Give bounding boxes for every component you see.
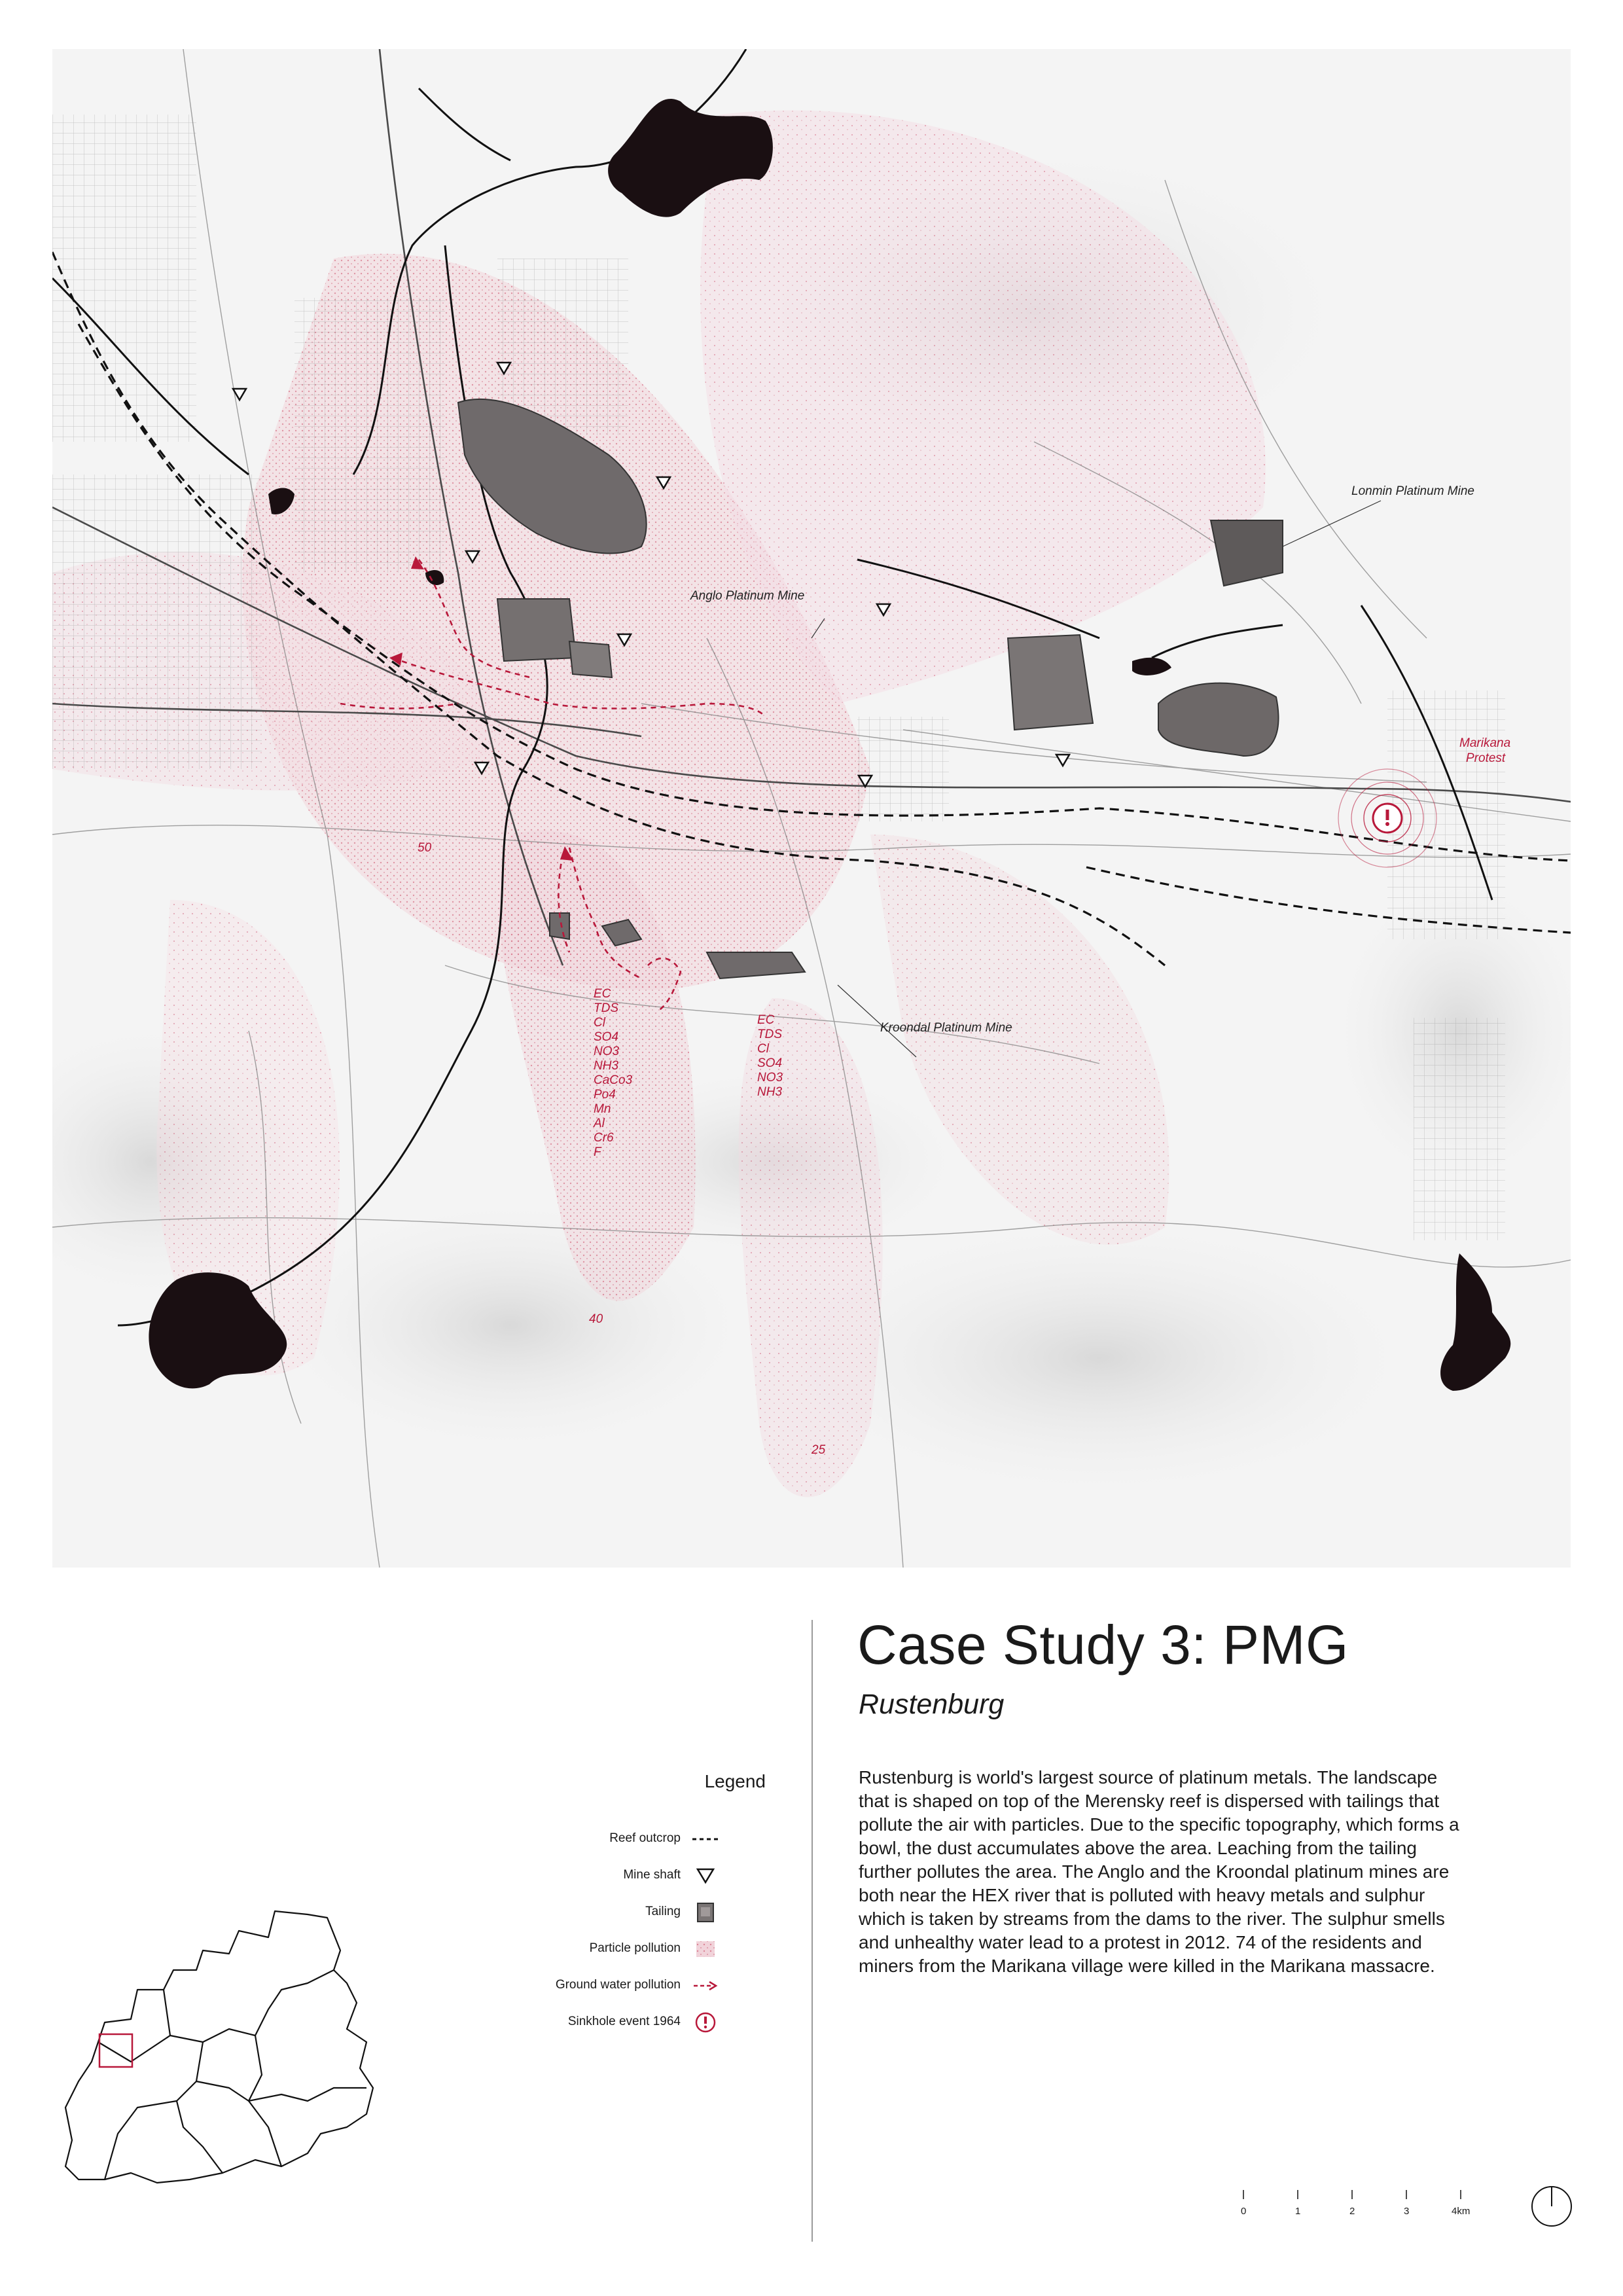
chem-item: CaCo3 <box>594 1073 633 1087</box>
province-outline <box>65 1911 373 2183</box>
scale-label: 2 <box>1349 2206 1355 2217</box>
chem-list-anglo <box>594 987 632 1160</box>
chem-item: Po4 <box>594 1088 616 1102</box>
tailing <box>497 599 576 661</box>
district-boundary <box>196 2081 366 2101</box>
page-subtitle: Rustenburg <box>859 1689 1005 1720</box>
map-drawing <box>52 49 1571 1568</box>
district-boundary <box>105 2101 177 2179</box>
exclamation-circle-icon <box>690 2009 720 2036</box>
legend-label: Ground water pollution <box>555 1978 681 1992</box>
scale-label: 4km <box>1452 2206 1471 2217</box>
legend-item-particle-pollution <box>458 1936 720 1962</box>
chem-item: Cl <box>594 1016 605 1030</box>
page-title: Case Study 3: PMG <box>857 1614 1349 1676</box>
description-text: Rustenburg is world's largest source of platinum metals. The landscape that is shaped on top of the Merensky reef is dispersed with tailings that pollute the air with particles. Due to the specific topography, which forms a bowl, the dust accumulates above the area. Leaching from the tailing further pollutes the area. The Anglo and the Kroondal platinum mines are both near the HEX river that is polluted with heavy metals and sulphur which is taken by streams from the dams to the river. The sulphur smells and unhealthy water lead to a protest in 2012. 74 of the residents and miners from the Marikana village were killed in the Marikana massacre. <box>859 1767 1459 1976</box>
legend-item-mine-shaft <box>458 1863 720 1889</box>
legend-item-tailing <box>458 1899 720 1926</box>
chem-item: SO4 <box>757 1056 783 1070</box>
lonmin-mine-label: Lonmin Platinum Mine <box>1351 484 1474 498</box>
legend-label: Mine shaft <box>623 1868 681 1882</box>
tailing <box>569 641 612 677</box>
legend-item-sinkhole <box>458 2009 720 2036</box>
chem-item: EC <box>594 987 611 1001</box>
contour-label: 25 <box>812 1443 826 1457</box>
north-arrow-icon <box>1530 2185 1573 2228</box>
chem-item: F <box>594 1145 601 1159</box>
chem-item: NO3 <box>757 1071 783 1085</box>
district-boundary <box>177 2042 223 2173</box>
scale-label: 1 <box>1295 2206 1301 2217</box>
scale-label: 0 <box>1241 2206 1247 2217</box>
chem-item: Mn <box>594 1102 611 1116</box>
dashed-line-icon <box>690 1826 720 1852</box>
red-dashed-arrow-icon <box>690 1973 720 1999</box>
tailing <box>1158 683 1278 756</box>
district-boundary <box>98 2036 170 2062</box>
scale-bar <box>1230 2186 1471 2225</box>
marikana-label-line2: Protest <box>1466 751 1506 765</box>
chem-item: NH3 <box>757 1085 783 1099</box>
chem-item: TDS <box>594 1001 618 1015</box>
legend-label: Particle pollution <box>589 1941 681 1955</box>
vertical-divider <box>812 1620 813 2242</box>
legend-label: Sinkhole event 1964 <box>567 2015 681 2028</box>
district-boundary <box>249 2036 281 2166</box>
chem-item: Cl <box>757 1042 769 1056</box>
tailing <box>1008 635 1093 730</box>
kroondal-mine-label: Kroondal Platinum Mine <box>880 1021 1012 1035</box>
inset-locator-map <box>59 1892 386 2193</box>
chem-item: Cr6 <box>594 1131 614 1145</box>
chem-item: NO3 <box>594 1045 620 1058</box>
contour-label: 40 <box>589 1312 603 1326</box>
marikana-label-line1: Marikana <box>1459 736 1511 750</box>
anglo-mine-label: Anglo Platinum Mine <box>690 589 805 603</box>
chem-item: SO4 <box>594 1030 619 1044</box>
pink-stipple-icon <box>690 1936 720 1962</box>
district-boundary <box>164 1970 334 2042</box>
chem-item: NH3 <box>594 1059 619 1073</box>
scale-ticks <box>1230 2186 1466 2206</box>
chem-item: TDS <box>757 1028 782 1041</box>
chem-item: EC <box>757 1013 775 1027</box>
legend-item-groundwater-pollution <box>458 1973 720 1999</box>
tailing-block-icon <box>690 1899 720 1926</box>
chem-list-kroondal <box>757 1013 783 1100</box>
site-map <box>52 49 1571 1568</box>
contour-label: 50 <box>418 841 432 855</box>
scale-label: 3 <box>1404 2206 1410 2217</box>
legend-title: Legend <box>704 1771 766 1791</box>
legend-label: Tailing <box>645 1905 681 1918</box>
down-triangle-icon <box>690 1863 720 1889</box>
chem-item: Al <box>594 1117 605 1130</box>
study-area-marker <box>99 2034 132 2067</box>
legend-label: Reef outcrop <box>609 1831 681 1845</box>
legend-item-reef-outcrop <box>458 1826 720 1852</box>
